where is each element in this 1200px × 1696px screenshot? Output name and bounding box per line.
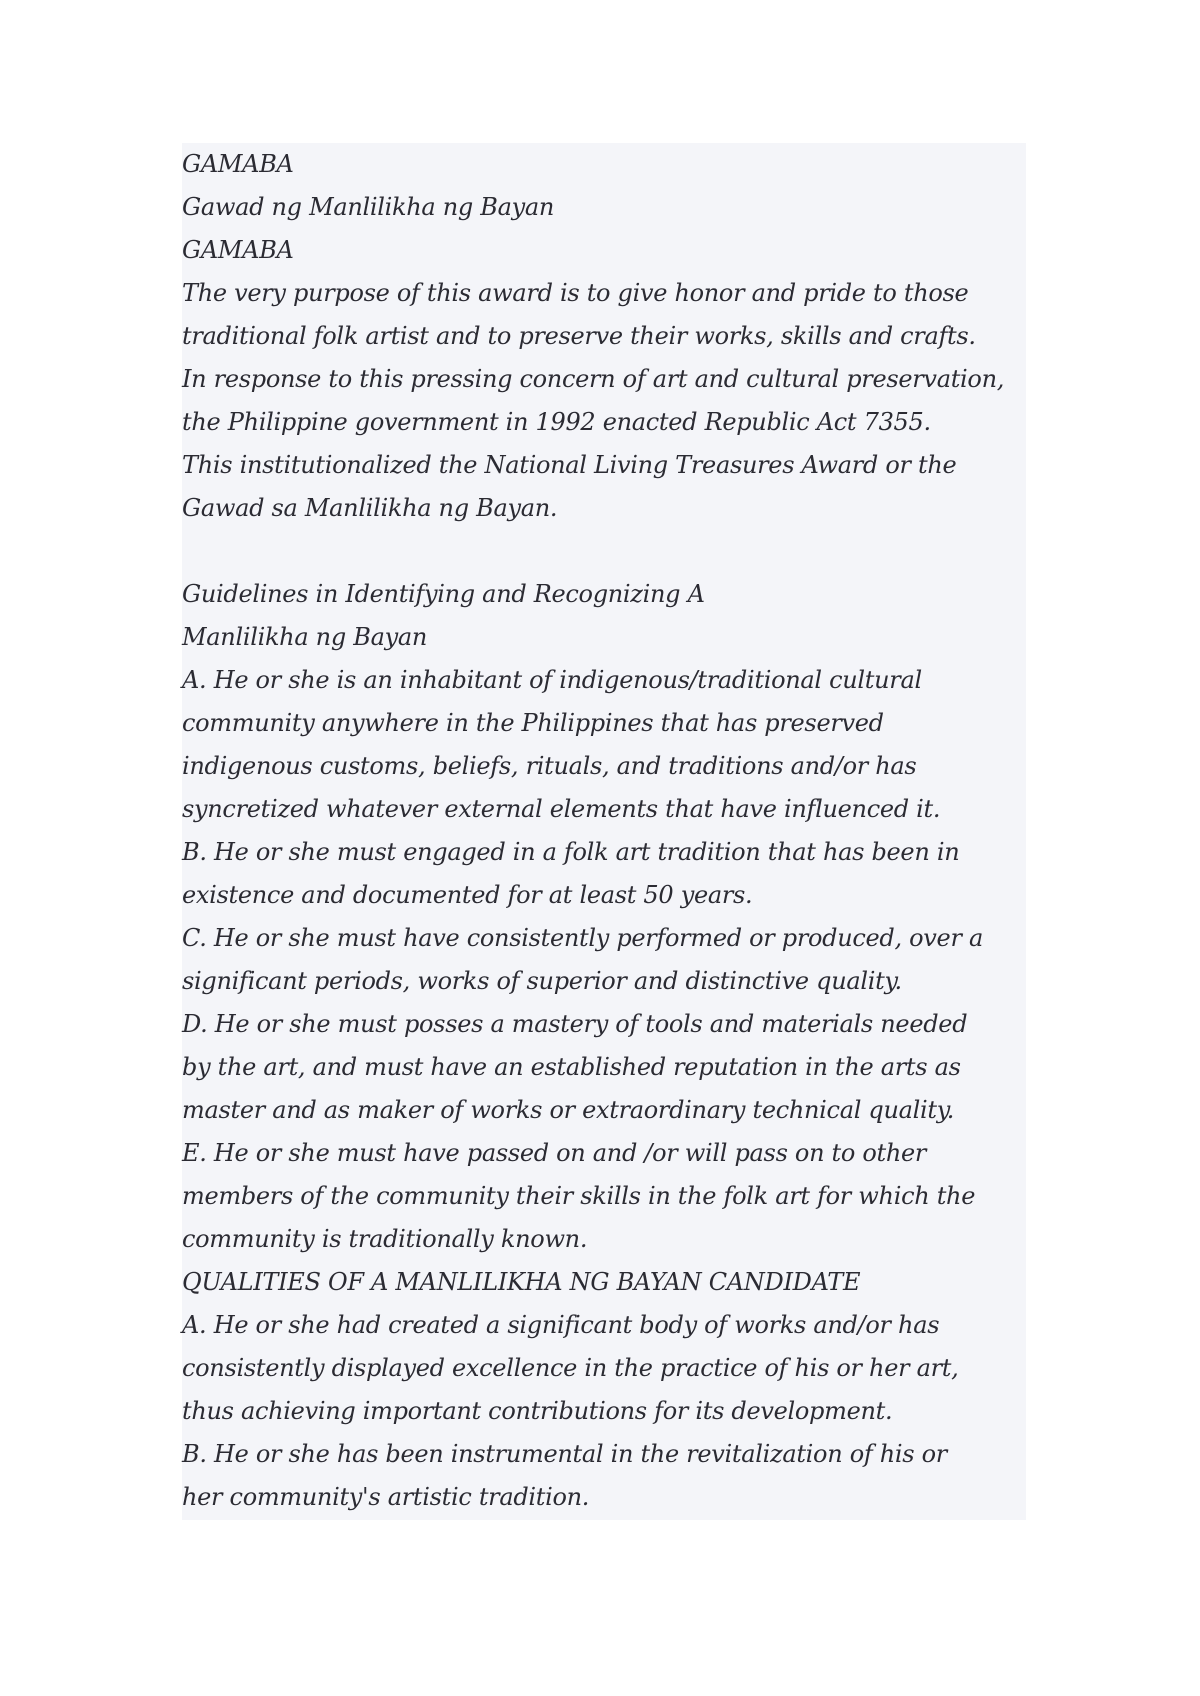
text-line: her community's artistic tradition. (182, 1483, 590, 1511)
text-line: traditional folk artist and to preserve their works, skills and crafts. (182, 322, 976, 350)
text-line: C. He or she must have consistently performed or produced, over a (182, 924, 983, 952)
text-line: master and as maker of works or extraordinary technical quality. (182, 1096, 955, 1124)
text-line: significant periods, works of superior and distinctive quality. (182, 967, 902, 995)
text-block (182, 143, 1026, 1520)
text-line: This institutionalized the National Living Treasures Award or the (182, 451, 957, 479)
text-line: E. He or she must have passed on and /or will pass on to other (182, 1139, 927, 1167)
text-line: by the art, and must have an established reputation in the arts as (182, 1053, 961, 1081)
text-line: A. He or she is an inhabitant of indigenous/traditional cultural (182, 666, 922, 694)
text-line: indigenous customs, beliefs, rituals, and traditions and/or has (182, 752, 917, 780)
text-line: B. He or she has been instrumental in the revitalization of his or (182, 1440, 947, 1468)
text-line: the Philippine government in 1992 enacted Republic Act 7355. (182, 408, 931, 436)
text-line: community is traditionally known. (182, 1225, 588, 1253)
text-line: B. He or she must engaged in a folk art tradition that has been in (182, 838, 960, 866)
text-line: Guidelines in Identifying and Recognizing A (182, 580, 705, 608)
text-line: GAMABA (182, 236, 294, 264)
text-line: The very purpose of this award is to give honor and pride to those (182, 279, 969, 307)
text-line: community anywhere in the Philippines that has preserved (182, 709, 884, 737)
text-line: Gawad ng Manlilikha ng Bayan (182, 193, 555, 221)
text-line: syncretized whatever external elements that have influenced it. (182, 795, 941, 823)
text-line: Gawad sa Manlilikha ng Bayan. (182, 494, 558, 522)
text-line: Manlilikha ng Bayan (182, 623, 427, 651)
text-line: existence and documented for at least 50 years. (182, 881, 753, 909)
section-heading: QUALITIES OF A MANLILIKHA NG BAYAN CANDIDATE (182, 1268, 861, 1296)
text-line: thus achieving important contributions for its development. (182, 1397, 893, 1425)
text-line: D. He or she must posses a mastery of tools and materials needed (182, 1010, 968, 1038)
text-line: In response to this pressing concern of art and cultural preservation, (182, 365, 1005, 393)
text-line: GAMABA (182, 150, 294, 178)
text-line: A. He or she had created a significant body of works and/or has (182, 1311, 940, 1339)
text-line: members of the community their skills in the folk art for which the (182, 1182, 976, 1210)
text-line: consistently displayed excellence in the practice of his or her art, (182, 1354, 959, 1382)
